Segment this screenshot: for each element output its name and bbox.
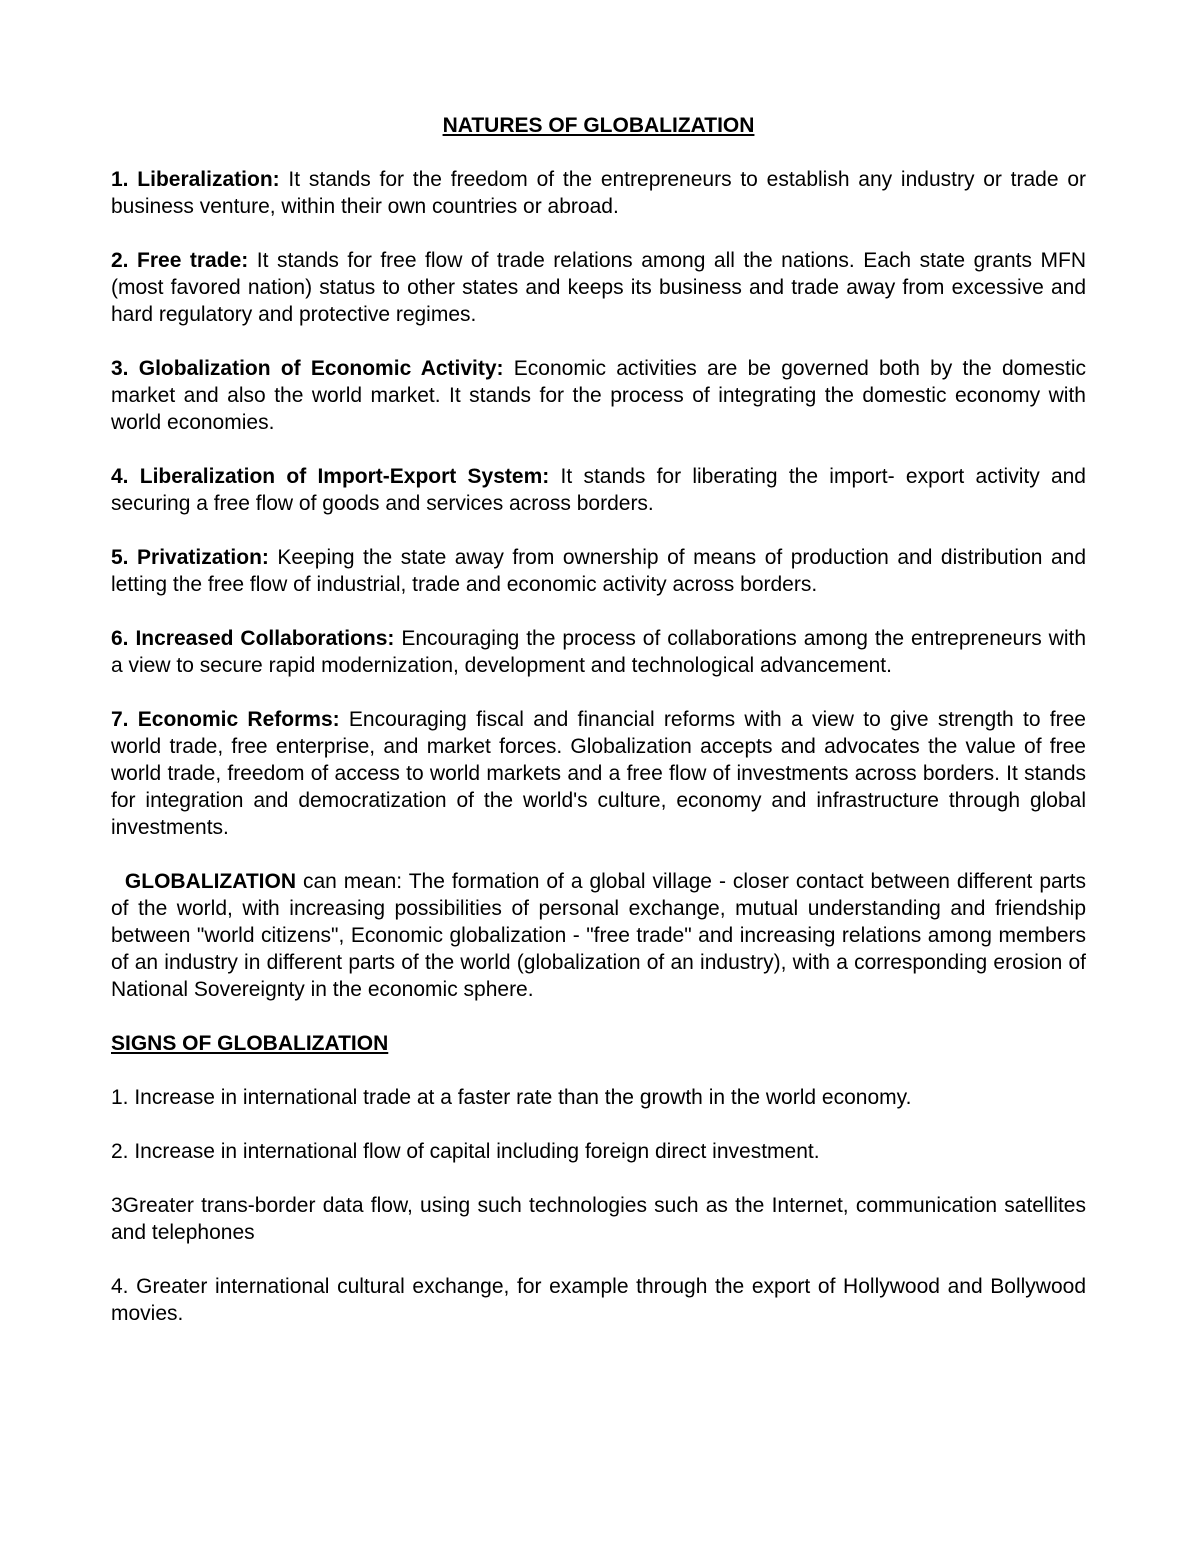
nature-term: 5. Privatization: <box>111 546 269 569</box>
nature-text: Keeping the state away from ownership of means of production and distribution and letting the free flow of industrial, trade and economic activity across borders. <box>111 546 1087 596</box>
definition-term: GLOBALIZATION <box>124 870 297 893</box>
nature-term: 6. Increased Collaborations: <box>111 627 395 650</box>
signs-heading: SIGNS OF GLOBALIZATION <box>111 1032 389 1055</box>
globalization-definition <box>111 868 1086 1003</box>
nature-term: 2. Free trade: <box>111 249 249 272</box>
nature-item-economic-reforms <box>111 706 1086 841</box>
nature-text: Encouraging fiscal and financial reforms with a view to give strength to free world trade, free enterprise, and market forces. Globalization accepts and advocates the value of free world trade, freedom of access to world markets and a free flow of investments across borders. It stands for integration and democratization of the world's culture, economy and infrastructure through global investments. <box>111 708 1086 839</box>
nature-text: Economic activities are be governed both by the domestic market and also the world market. It stands for the process of integrating the domestic economy with world economies. <box>111 357 1086 434</box>
sign-item: 2. Increase in international flow of capital including foreign direct investment. <box>111 1140 820 1163</box>
nature-term: 3. Globalization of Economic Activity: <box>111 357 504 380</box>
nature-term: 1. Liberalization: <box>111 168 280 191</box>
nature-term: 4. Liberalization of Import-Export System: <box>111 465 550 488</box>
document-title: NATURES OF GLOBALIZATION <box>442 114 755 137</box>
nature-item-liberalization <box>111 166 1086 220</box>
nature-text: It stands for liberating the import- export activity and securing a free flow of goods and services across borders. <box>111 465 1086 515</box>
nature-item-import-export <box>111 463 1086 517</box>
nature-text: Encouraging the process of collaborations among the entrepreneurs with a view to secure rapid modernization, development and technological advancement. <box>111 627 1086 677</box>
sign-item: 1. Increase in international trade at a faster rate than the growth in the world economy. <box>111 1086 912 1109</box>
definition-text: can mean: The formation of a global village - closer contact between different parts of the world, with increasing possibilities of personal exchange, mutual understanding and friendship between "world citizens", Economic globalization - "free trade" and increasing relations among members of an industry in different parts of the world (globalization of an industry), with a corresponding erosion of National Sovereignty in the economic sphere. <box>111 870 1087 1001</box>
sign-item: 4. Greater international cultural exchange, for example through the export of Hollywood and Bollywood movies. <box>111 1275 1086 1325</box>
document-page <box>111 112 1086 1354</box>
sign-item: 3Greater trans-border data flow, using such technologies such as the Internet, communication satellites and telephones <box>111 1194 1086 1244</box>
nature-term: 7. Economic Reforms: <box>111 708 340 731</box>
nature-text: It stands for free flow of trade relations among all the nations. Each state grants MFN (most favored nation) status to other states and keeps its business and trade away from excessive and hard regulatory and protective regimes. <box>111 249 1086 326</box>
nature-item-collaborations <box>111 625 1086 679</box>
nature-item-free-trade <box>111 247 1086 328</box>
nature-text: It stands for the freedom of the entrepreneurs to establish any industry or trade or business venture, within their own countries or abroad. <box>111 168 1086 218</box>
nature-item-economic-activity <box>111 355 1086 436</box>
nature-item-privatization <box>111 544 1086 598</box>
